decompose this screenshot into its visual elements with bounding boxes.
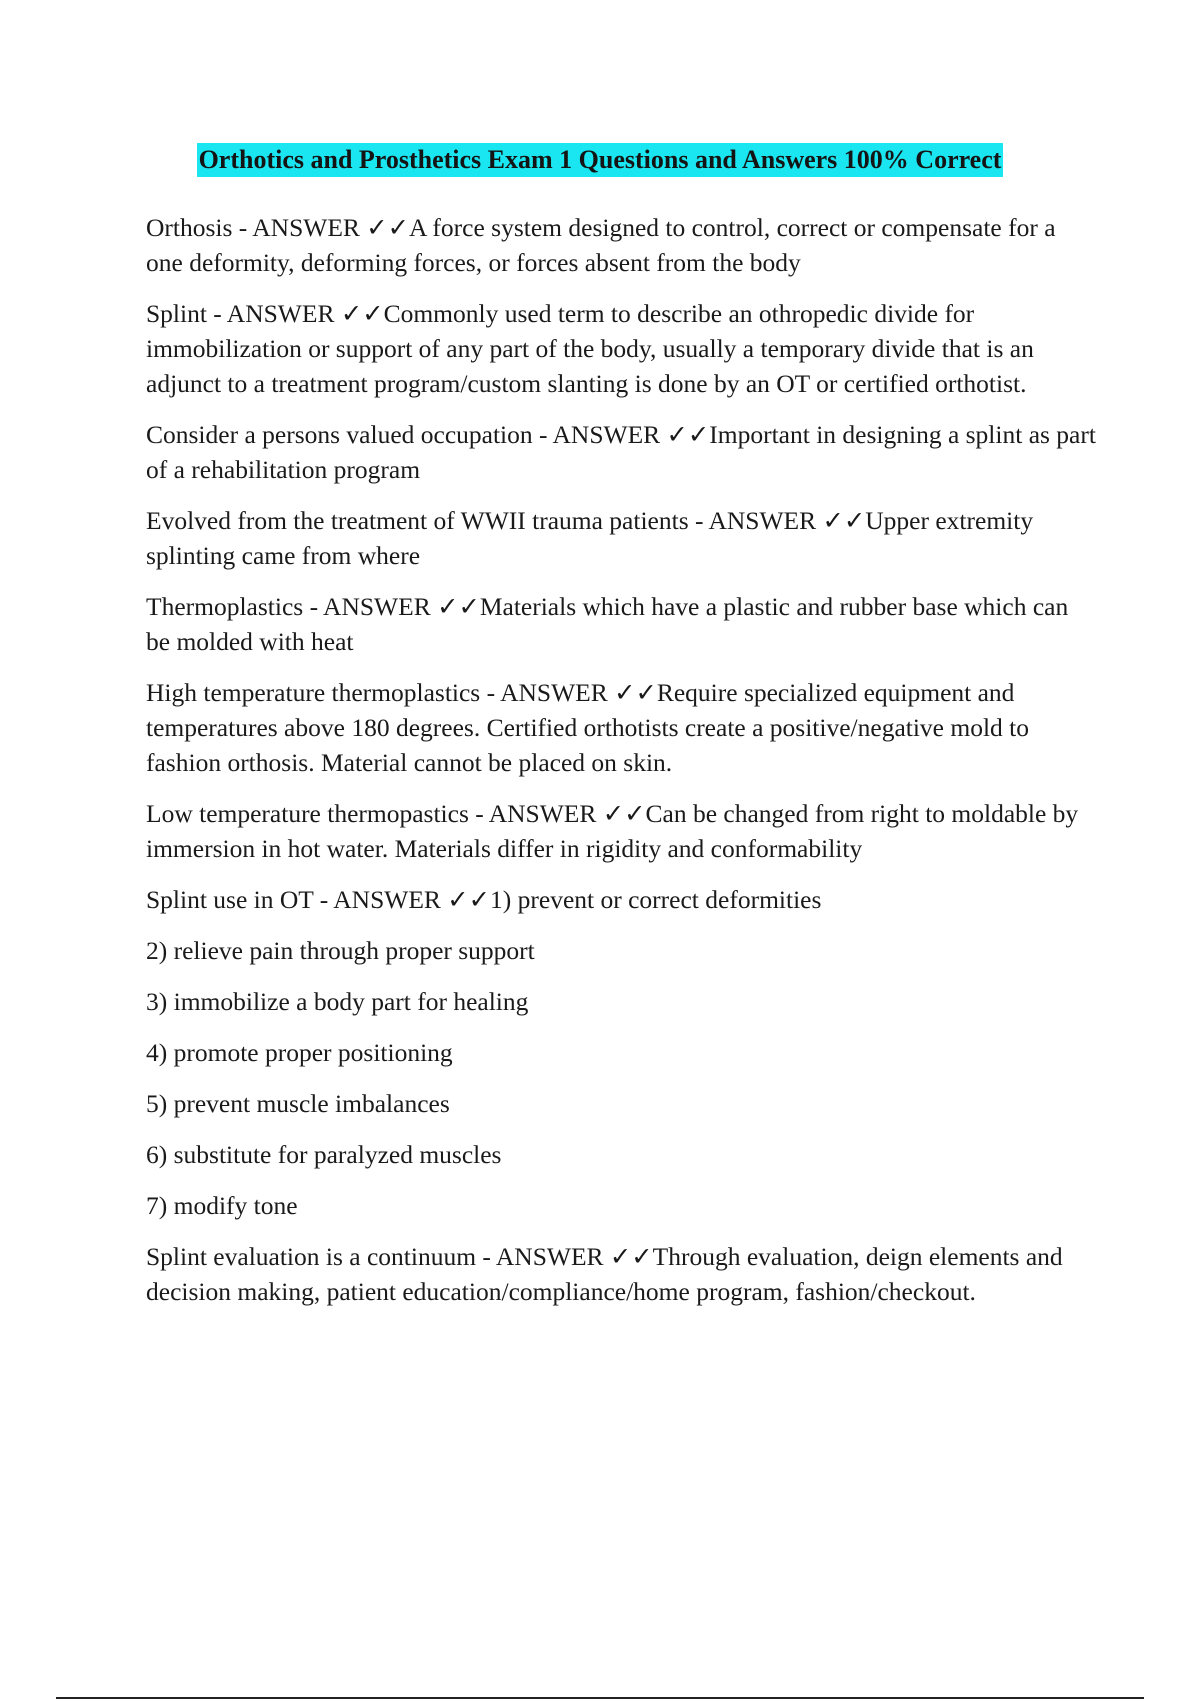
qa-answer-marker: ANSWER ✓✓ [226,299,384,328]
qa-entry [146,417,1096,487]
title-wrapper [0,143,1200,177]
qa-entry [146,296,1096,401]
list-item: 7) modify tone [146,1191,298,1220]
qa-question: Thermoplastics - [146,592,324,621]
qa-entry [146,882,1096,917]
qa-answer: Important in designing a splint as part of a rehabilitation program [146,420,1096,484]
qa-question: Splint - [146,299,227,328]
qa-answer: 1) prevent or correct deformities [490,885,822,914]
list-item: 3) immobilize a body part for healing [146,987,529,1016]
qa-question: Evolved from the treatment of WWII trauma patients - [146,506,709,535]
qa-entry [146,503,1096,573]
qa-question: Low temperature thermopastics - [146,799,489,828]
qa-answer-marker: ANSWER ✓✓ [495,1242,653,1271]
qa-question: Splint evaluation is a continuum - [146,1242,496,1271]
qa-answer-marker: ANSWER ✓✓ [333,885,491,914]
qa-question: Orthosis - [146,213,253,242]
qa-entry [146,675,1096,780]
qa-answer: Can be changed from right to moldable by immersion in hot water. Materials differ in rigidity and conformability [146,799,1079,863]
qa-answer-marker: ANSWER ✓✓ [488,799,646,828]
qa-answer: Upper extremity splinting came from where [146,506,1034,570]
footer-divider [56,1697,1144,1699]
list-item: 6) substitute for paralyzed muscles [146,1140,502,1169]
document-body [146,210,1096,1325]
qa-question: Splint use in OT - [146,885,334,914]
qa-answer: Through evaluation, deign elements and decision making, patient education/compliance/home program, fashion/checkout. [146,1242,1063,1306]
qa-entry [146,1239,1096,1309]
list-item: 2) relieve pain through proper support [146,936,535,965]
qa-question: Consider a persons valued occupation - [146,420,553,449]
qa-entry [146,589,1096,659]
qa-answer: Require specialized equipment and temperatures above 180 degrees. Certified orthotists create a positive/negative mold to fashion orthosis. Material cannot be placed on skin. [146,678,1029,777]
list-item: 4) promote proper positioning [146,1038,453,1067]
list-item: 5) prevent muscle imbalances [146,1089,450,1118]
qa-question: High temperature thermoplastics - [146,678,501,707]
qa-answer: Commonly used term to describe an othropedic divide for immobilization or support of any part of the body, usually a temporary divide that is an adjunct to a treatment program/custom slanting is done by an OT or certified orthotist. [146,299,1034,398]
qa-entry [146,796,1096,866]
qa-entry [146,210,1096,280]
document-title: Orthotics and Prosthetics Exam 1 Questions and Answers 100% Correct [197,143,1004,177]
qa-answer-marker: ANSWER ✓✓ [708,506,866,535]
qa-answer-marker: ANSWER ✓✓ [552,420,710,449]
qa-answer-marker: ANSWER ✓✓ [500,678,657,707]
qa-answer-marker: ANSWER ✓✓ [323,592,480,621]
qa-answer: A force system designed to control, correct or compensate for a one deformity, deforming forces, or forces absent from the body [146,213,1056,277]
qa-answer: Materials which have a plastic and rubber base which can be molded with heat [146,592,1069,656]
qa-answer-marker: ANSWER ✓✓ [252,213,410,242]
